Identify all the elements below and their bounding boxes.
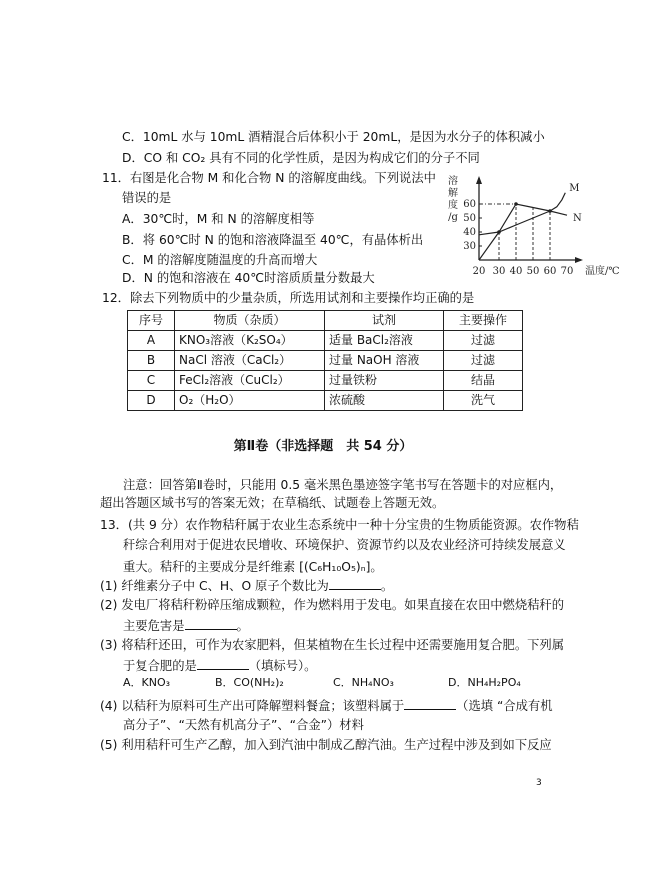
cell: O₂（H₂O） bbox=[175, 391, 325, 411]
q13-part-1 bbox=[100, 577, 393, 594]
q12-table bbox=[127, 310, 523, 411]
y-axis-label bbox=[448, 174, 458, 223]
y-tick-label: 40 bbox=[463, 227, 476, 238]
q11-stem: 11．右图是化合物 M 和化合物 N 的溶解度曲线。下列说法中 bbox=[102, 171, 436, 185]
x-tick-label: 50 bbox=[526, 266, 540, 277]
section-title: 第Ⅱ卷（非选择题 共 54 分） bbox=[233, 439, 413, 454]
part-text: 。 bbox=[236, 619, 249, 633]
x-tick-label: 60 bbox=[543, 266, 557, 277]
y-label-char: 解 bbox=[448, 188, 458, 199]
cell: C bbox=[128, 371, 175, 391]
cell: 结晶 bbox=[444, 371, 523, 391]
q13-part-2: (2) 发电厂将秸秆粉碎压缩成颗粒，作为燃料用于发电。如果直接在农田中燃烧秸秆的 bbox=[100, 598, 565, 612]
header-cell: 试剂 bbox=[325, 311, 444, 331]
q11-option-c: C．M 的溶解度随温度的升高而增大 bbox=[122, 253, 318, 267]
cell: 浓硫酸 bbox=[325, 391, 444, 411]
x-axis-arrow-icon bbox=[575, 257, 583, 263]
q13-part-4-cont: 高分子”、“天然有机高分子”、“合金”）材料 bbox=[123, 718, 364, 732]
cell: 过量 NaOH 溶液 bbox=[325, 351, 444, 371]
part-text: (1) 纤维素分子中 C、H、O 原子个数比为 bbox=[100, 579, 329, 593]
table-row bbox=[128, 351, 523, 371]
cell: 过滤 bbox=[444, 331, 523, 351]
q10-option-d: D．CO 和 CO₂ 具有不同的化学性质，是因为构成它们的分子不同 bbox=[122, 151, 480, 165]
q13-stem-cont: 秆综合利用对于促进农民增收、环境保护、资源节约以及农业经济可持续发展意义 bbox=[123, 538, 566, 552]
cell: FeCl₂溶液（CuCl₂） bbox=[175, 371, 325, 391]
part-text: （选填 “合成有机 bbox=[456, 699, 553, 713]
q13-part-3-cont bbox=[123, 657, 316, 674]
part-text: 。 bbox=[380, 579, 394, 593]
header-cell: 物质（杂质） bbox=[175, 311, 325, 331]
answer-blank[interactable] bbox=[185, 617, 237, 630]
cell: 洗气 bbox=[444, 391, 523, 411]
x-tick-label: 20 bbox=[472, 266, 486, 277]
cell: 适量 BaCl₂溶液 bbox=[325, 331, 444, 351]
y-tick-label: 50 bbox=[463, 213, 476, 224]
tick-labels bbox=[463, 199, 619, 277]
table-row bbox=[128, 331, 523, 351]
q13-stem: 13．(共 9 分）农作物秸秆属于农业生态系统中一种十分宝贵的生物质能资源。农作物秸 bbox=[100, 518, 579, 532]
y-label-char: /g bbox=[448, 212, 458, 223]
part-text: （填标号）。 bbox=[248, 659, 317, 673]
q13-part-3-option-a: A．KNO₃ bbox=[123, 676, 171, 689]
curve-label-N: N bbox=[573, 213, 582, 225]
q13-part-3-option-d: D．NH₄H₂PO₄ bbox=[448, 676, 521, 689]
q13-part-3-option-b: B．CO(NH₂)₂ bbox=[215, 676, 284, 689]
y-axis-arrow-icon bbox=[476, 176, 482, 184]
table-row bbox=[128, 371, 523, 391]
solubility-chart bbox=[445, 170, 635, 282]
curves bbox=[479, 183, 582, 260]
q13-part-2-cont bbox=[123, 617, 249, 634]
intersection-point bbox=[514, 202, 518, 206]
answer-blank[interactable] bbox=[197, 657, 249, 670]
cell: B bbox=[128, 351, 175, 371]
part-text: (4) 以秸秆为原料可生产出可降解塑料餐盒；该塑料属于 bbox=[100, 699, 405, 713]
curve-N bbox=[479, 204, 567, 260]
q11-stem-cont: 错误的是 bbox=[122, 191, 172, 205]
x-tick-label: 30 bbox=[492, 266, 506, 277]
notice-line-1: 注意：回答第Ⅱ卷时，只能用 0.5 毫米黑色墨迹签字笔书写在答题卡的对应框内， bbox=[123, 478, 563, 492]
q11-option-a: A．30℃时，M 和 N 的溶解度相等 bbox=[122, 212, 315, 226]
x-tick-label: 70 bbox=[560, 266, 574, 277]
header-cell: 序号 bbox=[128, 311, 175, 331]
cell: 过量铁粉 bbox=[325, 371, 444, 391]
header-cell: 主要操作 bbox=[444, 311, 523, 331]
curve-label-M: M bbox=[569, 182, 580, 194]
intersection-point bbox=[497, 230, 501, 234]
y-tick-label: 60 bbox=[463, 199, 476, 210]
q13-part-3: (3) 将秸秆还田，可作为农家肥料，但某植物在生长过程中还需要施用复合肥。下列属 bbox=[100, 638, 565, 652]
cell: D bbox=[128, 391, 175, 411]
y-label-char: 度 bbox=[448, 200, 458, 211]
cell: A bbox=[128, 331, 175, 351]
q13-part-4 bbox=[100, 697, 553, 714]
table-row bbox=[128, 391, 523, 411]
part-text: 于复合肥的是 bbox=[123, 659, 197, 673]
q10-option-c: C．10mL 水与 10mL 酒精混合后体积小于 20mL，是因为水分子的体积减小 bbox=[122, 130, 545, 144]
q13-stem-cont: 重大。秸秆的主要成分是纤维素 [(C₆H₁₀O₅)ₙ]。 bbox=[123, 560, 383, 574]
q13-part-5: (5) 利用秸秆可生产乙醇，加入到汽油中制成乙醇汽油。生产过程中涉及到如下反应 bbox=[100, 738, 552, 752]
table-header-row bbox=[128, 311, 523, 331]
notice-line-2: 超出答题区域书写的答案无效；在草稿纸、试题卷上答题无效。 bbox=[100, 496, 445, 510]
cell: KNO₃溶液（K₂SO₄） bbox=[175, 331, 325, 351]
q13-part-3-option-c: C．NH₄NO₃ bbox=[333, 676, 394, 689]
dashed-guides bbox=[479, 204, 550, 260]
q11-option-d: D．N 的饱和溶液在 40℃时溶质质量分数最大 bbox=[122, 271, 375, 285]
part-text: 主要危害是 bbox=[123, 619, 185, 633]
x-axis-label: 温度/℃ bbox=[585, 266, 620, 277]
page-number: 3 bbox=[536, 778, 542, 788]
q12-stem: 12．除去下列物质中的少量杂质，所选用试剂和主要操作均正确的是 bbox=[102, 291, 475, 305]
cell: NaCl 溶液（CaCl₂） bbox=[175, 351, 325, 371]
answer-blank[interactable] bbox=[329, 577, 381, 590]
answer-blank[interactable] bbox=[404, 697, 456, 710]
x-tick-label: 40 bbox=[509, 266, 523, 277]
y-label-char: 溶 bbox=[448, 176, 458, 187]
cell: 过滤 bbox=[444, 351, 523, 371]
curve-M bbox=[479, 193, 565, 235]
y-tick-label: 30 bbox=[463, 241, 476, 252]
intersection-point bbox=[548, 209, 552, 213]
q11-option-b: B．将 60℃时 N 的饱和溶液降温至 40℃，有晶体析出 bbox=[122, 233, 424, 247]
